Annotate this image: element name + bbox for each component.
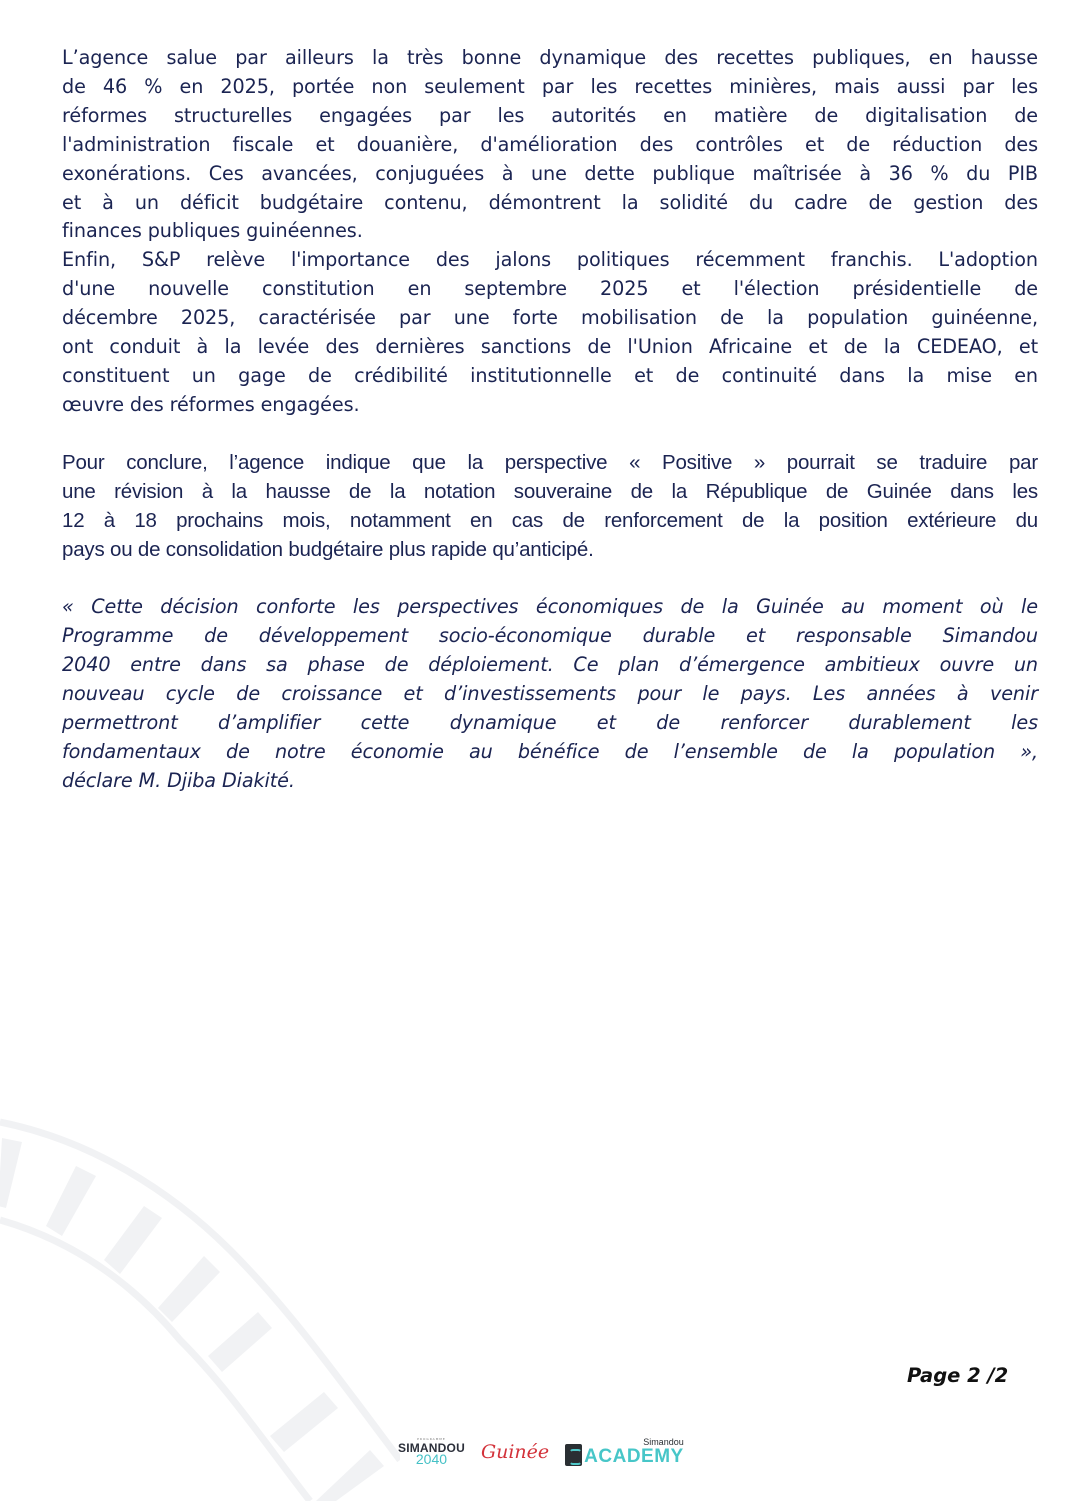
quote-attribution: déclare M. Djiba Diakité. bbox=[62, 768, 295, 792]
text-line: décembre 2025, caractérisée par une forte mobilisation de la population guinéenne, bbox=[62, 306, 1038, 330]
academy-wordmark bbox=[584, 1438, 684, 1466]
text-line: Programme de développement socio-économique durable et responsable Simandou bbox=[62, 624, 1038, 648]
paragraph-political-milestones bbox=[62, 246, 1038, 419]
text-line: Pour conclure, l’agence indique que la perspective « Positive » pourrait se traduire par bbox=[62, 450, 1038, 474]
academy-big-text: ACADEMY bbox=[584, 1446, 684, 1467]
text-line: exonérations. Ces avancées, conjuguées à une dette publique maîtrisée à 36 % du PIB bbox=[62, 161, 1038, 185]
text-line: permettront d’amplifier cette dynamique et de renforcer durablement les bbox=[62, 711, 1038, 735]
quote-block bbox=[62, 593, 1038, 795]
logo-year: 2040 bbox=[415, 1451, 448, 1467]
paragraph-conclusion bbox=[62, 449, 1038, 565]
guinee-logo: Guinée bbox=[480, 1441, 550, 1463]
paragraph-spacer bbox=[62, 420, 1038, 449]
text-line: de 46 % en 2025, portée non seulement par les recettes minières, mais aussi par les bbox=[62, 74, 1038, 98]
academy-mark-icon bbox=[565, 1444, 582, 1466]
logo-subtitle: PROGRAMME bbox=[417, 1437, 446, 1441]
text-line: une révision à la hausse de la notation souveraine de la République de Guinée dans les bbox=[62, 479, 1038, 503]
text-line: et à un déficit budgétaire contenu, démontrent la solidité du cadre de gestion des bbox=[62, 190, 1038, 214]
document-body bbox=[62, 44, 1038, 796]
text-line: l'administration fiscale et douanière, d'amélioration des contrôles et de réduction des bbox=[62, 132, 1038, 156]
page-number: Page 2 /2 bbox=[907, 1364, 1009, 1387]
paragraph-revenue bbox=[62, 44, 1038, 246]
text-line: 2040 entre dans sa phase de déploiement. Ce plan d’émergence ambitieux ouvre un bbox=[62, 653, 1038, 677]
text-line: Enfin, S&P relève l'importance des jalons politiques récemment franchis. L'adoption bbox=[62, 248, 1038, 272]
text-line: « Cette décision conforte les perspectives économiques de la Guinée au moment où le bbox=[62, 595, 1038, 619]
paragraph-spacer bbox=[62, 564, 1038, 593]
text-line: finances publiques guinéennes. bbox=[62, 219, 363, 243]
text-line: d'une nouvelle constitution en septembre 2025 et l'élection présidentielle de bbox=[62, 277, 1038, 301]
text-line: nouveau cycle de croissance et d’investissements pour le pays. Les années à venir bbox=[62, 682, 1038, 706]
text-line: réformes structurelles engagées par les autorités en matière de digitalisation de bbox=[62, 103, 1038, 127]
text-line: œuvre des réformes engagées. bbox=[62, 392, 360, 416]
academy-small-text: Simandou bbox=[643, 1437, 684, 1447]
footer-logos bbox=[398, 1432, 684, 1472]
text-line: fondamentaux de notre économie au bénéfice de l’ensemble de la population », bbox=[62, 739, 1038, 763]
text-line: ont conduit à la levée des dernières sanctions de l'Union Africaine et de la CEDEAO, et bbox=[62, 335, 1038, 359]
simandou-academy-logo bbox=[565, 1438, 684, 1466]
simandou-2040-logo bbox=[398, 1438, 465, 1466]
logo-name: SIMANDOU bbox=[398, 1441, 465, 1455]
text-line: L’agence salue par ailleurs la très bonne dynamique des recettes publiques, en hausse bbox=[62, 46, 1038, 69]
text-line: constituent un gage de crédibilité institutionnelle et de continuité dans la mise en bbox=[62, 363, 1038, 387]
text-line: pays ou de consolidation budgétaire plus rapide qu’anticipé. bbox=[62, 537, 594, 561]
text-line: 12 à 18 prochains mois, notamment en cas de renforcement de la position extérieure du bbox=[62, 508, 1038, 532]
railway-track-watermark-icon bbox=[0, 1060, 400, 1501]
